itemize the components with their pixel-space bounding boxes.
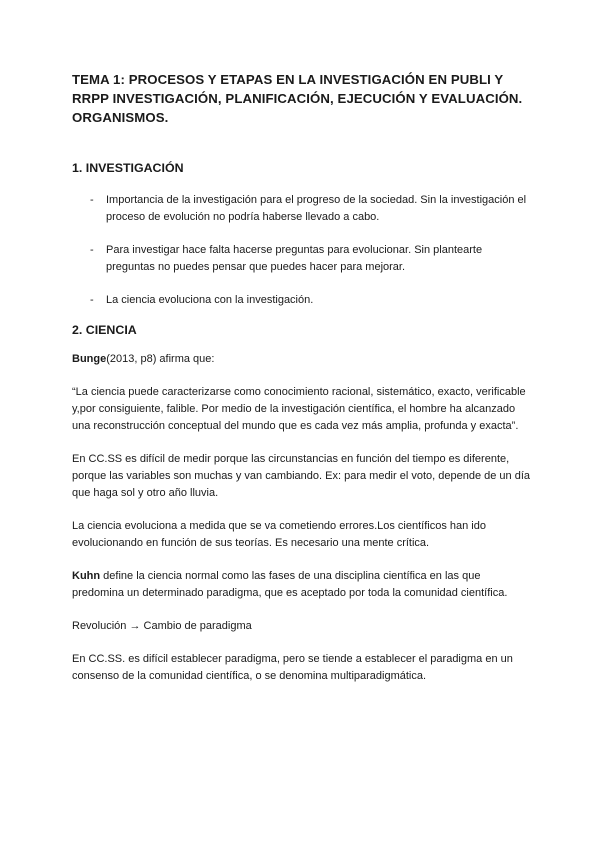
kuhn-author: Kuhn bbox=[72, 570, 101, 582]
bullet-dash: - bbox=[90, 194, 94, 206]
bunge-quote: “La ciencia puede caracterizarse como conocimiento racional, sistemático, exacto, verificable y,por consiguiente, falible. Por medio de la investigación científica, el hombre ha alcanzado una reconstrucción conceptual del mundo que es cada vez más amplia, profunda y exacta”. bbox=[72, 386, 526, 432]
errors-paragraph: La ciencia evoluciona a medida que se va cometiendo errores.Los científicos han ido evolucionando en función de sus teorías. Es necesario una mente crítica. bbox=[72, 520, 486, 549]
ccss-paragraph: En CC.SS es difícil de medir porque las circunstancias en función del tiempo es diferente, porque las variables son muchas y van cambiando. Ex: para medir el voto, depende de un día que haga sol y otro año lluvia. bbox=[72, 453, 530, 499]
document-title: TEMA 1: PROCESOS Y ETAPAS EN LA INVESTIGACIÓN EN PUBLI Y RRPP INVESTIGACIÓN, PLANIFICACIÓN, EJECUCIÓN Y EVALUACIÓN. ORGANISMOS. bbox=[72, 72, 523, 125]
list-item bbox=[72, 292, 532, 309]
bunge-citation-rest: (2013, p8) afirma que: bbox=[106, 353, 215, 365]
bullet-text: La ciencia evoluciona con la investigación. bbox=[106, 294, 314, 306]
investigacion-bullet-list bbox=[72, 192, 532, 309]
section-heading-investigacion: 1. INVESTIGACIÓN bbox=[72, 161, 184, 175]
list-item bbox=[72, 192, 532, 226]
bullet-text: Para investigar hace falta hacerse preguntas para evolucionar. Sin plantearte preguntas no puedes pensar que puedes hacer para mejorar. bbox=[106, 244, 483, 273]
kuhn-paragraph bbox=[72, 568, 532, 602]
paradigm-paragraph: En CC.SS. es difícil establecer paradigma, pero se tiende a establecer el paradigma en un consenso de la comunidad científica, o se denomina multiparadigmática. bbox=[72, 653, 513, 682]
section-heading-ciencia: 2. CIENCIA bbox=[72, 323, 137, 337]
list-item bbox=[72, 242, 532, 276]
kuhn-paragraph-rest: define la ciencia normal como las fases de una disciplina científica en las que predomina un determinado paradigma, que es aceptado por toda la comunidad científica. bbox=[72, 570, 508, 599]
bullet-text: Importancia de la investigación para el progreso de la sociedad. Sin la investigación el proceso de evolución no podría haberse llevado a cabo. bbox=[106, 194, 527, 223]
document-page bbox=[72, 70, 532, 685]
bullet-dash: - bbox=[90, 244, 94, 256]
bunge-citation bbox=[72, 351, 532, 368]
bullet-dash: - bbox=[90, 294, 94, 306]
revolution-line: Revolución → Cambio de paradigma bbox=[72, 620, 252, 632]
bunge-author: Bunge bbox=[72, 353, 107, 365]
